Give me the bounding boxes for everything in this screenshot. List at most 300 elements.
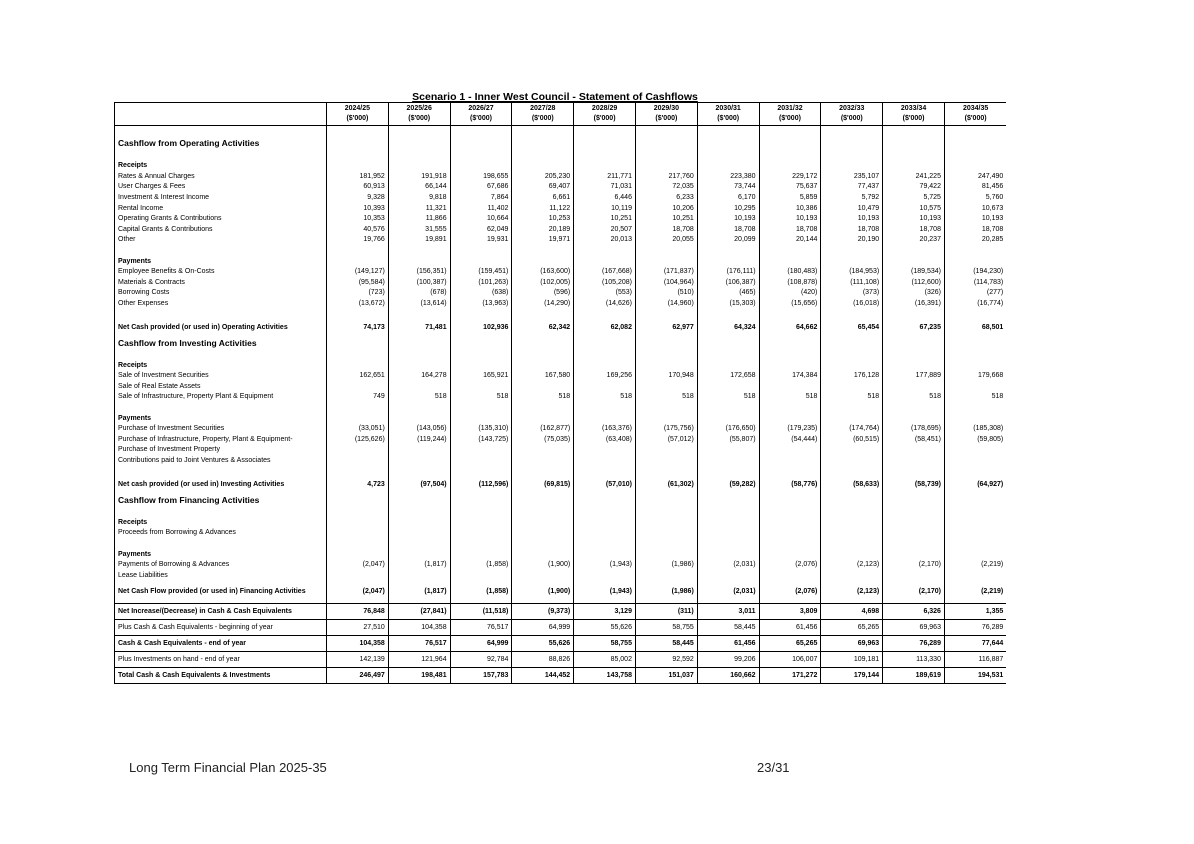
value-cell: (1,817): [388, 581, 450, 604]
value-cell: [574, 310, 636, 321]
row-label: [115, 539, 327, 550]
value-cell: 40,576: [327, 225, 389, 236]
value-cell: (14,626): [574, 299, 636, 310]
value-cell: [944, 246, 1006, 257]
value-cell: 19,766: [327, 235, 389, 246]
value-cell: [388, 336, 450, 350]
value-cell: [450, 467, 512, 478]
value-cell: 749: [327, 392, 389, 403]
value-cell: 85,002: [574, 652, 636, 668]
value-cell: 65,265: [759, 636, 821, 652]
value-cell: (106,387): [697, 278, 759, 289]
spacer-row: [115, 539, 1007, 550]
value-cell: (185,308): [973, 425, 1004, 433]
value-cell: 58,755: [635, 620, 697, 636]
value-cell: [759, 456, 821, 467]
value-cell: 5,792: [821, 193, 883, 204]
value-cell: 74,173: [327, 320, 389, 336]
value-cell: 69,407: [512, 182, 574, 193]
value-cell: 5,859: [759, 193, 821, 204]
value-cell: 1,355: [944, 604, 1006, 620]
value-cell: [821, 467, 883, 478]
value-cell: [944, 414, 1006, 425]
table-row: [115, 636, 1007, 652]
value-cell: [388, 310, 450, 321]
value-cell: 10,664: [450, 214, 512, 225]
table-row: [115, 320, 1007, 336]
value-cell: (13,672): [327, 299, 389, 310]
value-cell: 167,580: [512, 371, 574, 382]
value-cell: 61,456: [697, 636, 759, 652]
value-cell: [883, 137, 945, 151]
year-header: [512, 103, 574, 126]
value-cell: [883, 445, 945, 456]
value-cell: 88,826: [512, 652, 574, 668]
value-cell: (111,108): [821, 278, 883, 289]
value-cell: [883, 539, 945, 550]
value-cell: [574, 507, 636, 518]
value-cell: 10,253: [512, 214, 574, 225]
value-cell: [883, 161, 945, 172]
value-cell: [697, 414, 759, 425]
value-cell: 92,784: [450, 652, 512, 668]
unit-label: ($'000): [840, 115, 863, 122]
value-cell: [635, 246, 697, 257]
value-cell: [635, 403, 697, 414]
value-cell: 518: [883, 392, 945, 403]
value-cell: (102,005): [512, 278, 574, 289]
value-cell: [759, 550, 821, 561]
value-cell: [883, 246, 945, 257]
value-cell: 20,507: [574, 225, 636, 236]
value-cell: 65,265: [821, 620, 883, 636]
value-cell: [512, 382, 574, 393]
value-cell: 76,848: [327, 604, 389, 620]
value-cell: [883, 571, 945, 582]
value-cell: [821, 528, 883, 539]
value-cell: 518: [574, 392, 636, 403]
value-cell: [574, 528, 636, 539]
value-cell: 518: [697, 392, 759, 403]
value-cell: (311): [635, 604, 697, 620]
value-cell: [574, 445, 636, 456]
value-cell: 169,256: [574, 371, 636, 382]
value-cell: [697, 571, 759, 582]
row-label: [115, 126, 327, 137]
row-label: Cash & Cash Equivalents - end of year: [115, 636, 327, 652]
value-cell: [697, 403, 759, 414]
value-cell: [635, 361, 697, 372]
value-cell: [512, 507, 574, 518]
value-cell: 5,760: [985, 193, 1004, 201]
value-cell: [512, 571, 574, 582]
value-cell: (178,695): [883, 424, 945, 435]
value-cell: (174,764): [821, 424, 883, 435]
value-cell: [327, 403, 389, 414]
value-cell: 19,931: [450, 235, 512, 246]
value-cell: 27,510: [327, 620, 389, 636]
value-cell: (104,964): [635, 278, 697, 289]
value-cell: [883, 467, 945, 478]
value-cell: 10,193: [981, 215, 1004, 223]
value-cell: [574, 246, 636, 257]
subheading-row: [115, 518, 1007, 529]
value-cell: 6,661: [512, 193, 574, 204]
row-label: Rental Income: [115, 204, 327, 215]
value-cell: [697, 137, 759, 151]
row-label: Sale of Real Estate Assets: [115, 382, 327, 393]
subheading-row: [115, 257, 1007, 268]
statement-body: [115, 126, 1007, 684]
row-label: Net Cash Flow provided (or used in) Financing Activities: [115, 581, 327, 604]
value-cell: [944, 161, 1006, 172]
value-cell: [327, 518, 389, 529]
footer-document-name: Long Term Financial Plan 2025-35: [129, 760, 327, 775]
value-cell: [883, 528, 945, 539]
value-cell: [635, 126, 697, 137]
value-cell: [944, 310, 1006, 321]
value-cell: [944, 571, 1006, 582]
table-row: [115, 214, 1007, 225]
value-cell: [512, 336, 574, 350]
value-cell: (176,650): [697, 424, 759, 435]
value-cell: (57,012): [635, 435, 697, 446]
value-cell: (59,805): [977, 435, 1004, 443]
value-cell: 76,289: [883, 636, 945, 652]
unit-label: ($'000): [902, 115, 925, 122]
value-cell: [883, 382, 945, 393]
value-cell: [944, 445, 1006, 456]
year-label: 2031/32: [777, 105, 803, 112]
row-label: Cashflow from Operating Activities: [115, 137, 327, 151]
value-cell: (553): [574, 288, 636, 299]
table-row: [115, 392, 1007, 403]
value-cell: [635, 336, 697, 350]
row-label: Sale of Infrastructure, Property Plant & Equipment: [115, 392, 327, 403]
value-cell: [944, 350, 1006, 361]
row-label: Payments: [115, 550, 327, 561]
value-cell: 55,626: [512, 636, 574, 652]
value-cell: [759, 257, 821, 268]
value-cell: [944, 336, 1006, 350]
value-cell: (184,953): [821, 267, 883, 278]
value-cell: [512, 246, 574, 257]
unit-label: ($'000): [717, 115, 740, 122]
row-label: Receipts: [115, 161, 327, 172]
value-cell: [697, 310, 759, 321]
value-cell: [697, 539, 759, 550]
value-cell: 6,326: [883, 604, 945, 620]
value-cell: 10,119: [574, 204, 636, 215]
value-cell: [450, 350, 512, 361]
value-cell: [821, 414, 883, 425]
value-cell: (420): [759, 288, 821, 299]
value-cell: 81,456: [981, 183, 1004, 191]
row-label: Materials & Contracts: [115, 278, 327, 289]
value-cell: [697, 550, 759, 561]
value-cell: [388, 539, 450, 550]
value-cell: 3,011: [697, 604, 759, 620]
value-cell: 518: [512, 392, 574, 403]
value-cell: [388, 361, 450, 372]
value-cell: [388, 571, 450, 582]
value-cell: 9,818: [388, 193, 450, 204]
spacer-row: [115, 246, 1007, 257]
value-cell: [697, 456, 759, 467]
value-cell: (149,127): [327, 267, 389, 278]
value-cell: [759, 507, 821, 518]
value-cell: 71,031: [574, 182, 636, 193]
value-cell: [944, 539, 1006, 550]
value-cell: (596): [512, 288, 574, 299]
value-cell: [821, 257, 883, 268]
value-cell: 20,144: [759, 235, 821, 246]
value-cell: (1,817): [388, 560, 450, 571]
unit-label: ($'000): [593, 115, 616, 122]
value-cell: [574, 161, 636, 172]
value-cell: [759, 137, 821, 151]
value-cell: [450, 550, 512, 561]
value-cell: [883, 507, 945, 518]
value-cell: 19,891: [388, 235, 450, 246]
table-row: [115, 528, 1007, 539]
value-cell: [821, 403, 883, 414]
value-cell: 179,668: [977, 372, 1004, 380]
value-cell: [759, 151, 821, 162]
value-cell: 11,321: [388, 204, 450, 215]
value-cell: [450, 126, 512, 137]
row-label: Capital Grants & Contributions: [115, 225, 327, 236]
row-label: Purchase of Investment Property: [115, 445, 327, 456]
value-cell: 177,889: [883, 371, 945, 382]
value-cell: [574, 414, 636, 425]
table-row: [115, 225, 1007, 236]
value-cell: [512, 456, 574, 467]
value-cell: [574, 257, 636, 268]
value-cell: [635, 518, 697, 529]
value-cell: (175,756): [635, 424, 697, 435]
value-cell: [697, 445, 759, 456]
year-header: [944, 103, 1006, 126]
value-cell: (112,600): [883, 278, 945, 289]
value-cell: (1,858): [450, 581, 512, 604]
value-cell: [388, 126, 450, 137]
value-cell: [635, 467, 697, 478]
value-cell: [450, 518, 512, 529]
value-cell: (2,170): [883, 581, 945, 604]
value-cell: [635, 445, 697, 456]
value-cell: [759, 467, 821, 478]
value-cell: [635, 528, 697, 539]
value-cell: 65,454: [821, 320, 883, 336]
value-cell: [635, 151, 697, 162]
value-cell: 198,655: [450, 172, 512, 183]
value-cell: [574, 361, 636, 372]
unit-label: ($'000): [408, 115, 431, 122]
value-cell: (156,351): [388, 267, 450, 278]
value-cell: (27,841): [388, 604, 450, 620]
value-cell: 20,013: [574, 235, 636, 246]
value-cell: (1,986): [635, 560, 697, 571]
value-cell: 10,393: [327, 204, 389, 215]
value-cell: [512, 518, 574, 529]
value-cell: [512, 539, 574, 550]
value-cell: 174,384: [759, 371, 821, 382]
value-cell: [635, 456, 697, 467]
value-cell: (61,302): [635, 477, 697, 493]
row-label: [115, 246, 327, 257]
value-cell: [388, 350, 450, 361]
row-label: Sale of Investment Securities: [115, 371, 327, 382]
value-cell: [759, 518, 821, 529]
value-cell: 76,517: [450, 620, 512, 636]
value-cell: (69,815): [512, 477, 574, 493]
value-cell: [944, 361, 1006, 372]
subheading-row: [115, 161, 1007, 172]
value-cell: [883, 403, 945, 414]
value-cell: [821, 382, 883, 393]
year-label: 2025/26: [406, 105, 432, 112]
table-row: [115, 278, 1007, 289]
value-cell: [450, 456, 512, 467]
row-label: Plus Cash & Cash Equivalents - beginning of year: [115, 620, 327, 636]
year-label: 2028/29: [591, 105, 618, 112]
spacer-row: [115, 350, 1007, 361]
value-cell: [574, 382, 636, 393]
value-cell: [388, 493, 450, 507]
value-cell: [450, 445, 512, 456]
value-cell: 7,864: [450, 193, 512, 204]
value-cell: [821, 493, 883, 507]
value-cell: [821, 456, 883, 467]
value-cell: 60,913: [327, 182, 389, 193]
value-cell: 76,289: [944, 620, 1006, 636]
value-cell: 58,755: [574, 636, 636, 652]
table-row: [115, 193, 1007, 204]
value-cell: 10,193: [821, 214, 883, 225]
value-cell: 235,107: [821, 172, 883, 183]
value-cell: [759, 336, 821, 350]
value-cell: 10,251: [635, 214, 697, 225]
value-cell: (678): [388, 288, 450, 299]
value-cell: 113,330: [883, 652, 945, 668]
value-cell: [327, 361, 389, 372]
value-cell: [512, 350, 574, 361]
value-cell: 518: [821, 392, 883, 403]
row-label: Other: [115, 235, 327, 246]
value-cell: 62,082: [574, 320, 636, 336]
value-cell: 10,353: [327, 214, 389, 225]
table-row: [115, 604, 1007, 620]
section-heading-row: [115, 336, 1007, 350]
table-row: [115, 560, 1007, 571]
value-cell: 79,422: [883, 182, 945, 193]
value-cell: [327, 467, 389, 478]
value-cell: 64,662: [759, 320, 821, 336]
row-label: Proceeds from Borrowing & Advances: [115, 528, 327, 539]
value-cell: (58,776): [759, 477, 821, 493]
row-label: User Charges & Fees: [115, 182, 327, 193]
value-cell: 99,206: [697, 652, 759, 668]
value-cell: [388, 528, 450, 539]
value-cell: [327, 126, 389, 137]
value-cell: (114,783): [973, 278, 1004, 286]
value-cell: (171,837): [635, 267, 697, 278]
value-cell: [388, 550, 450, 561]
value-cell: 241,225: [883, 172, 945, 183]
value-cell: [450, 137, 512, 151]
value-cell: 247,490: [977, 172, 1004, 180]
value-cell: [450, 336, 512, 350]
value-cell: (97,504): [388, 477, 450, 493]
value-cell: (277): [986, 289, 1004, 297]
value-cell: (143,725): [450, 435, 512, 446]
row-label: [115, 507, 327, 518]
value-cell: 18,708: [697, 225, 759, 236]
value-cell: [821, 151, 883, 162]
value-cell: 62,049: [450, 225, 512, 236]
value-cell: [450, 257, 512, 268]
section-heading-row: [115, 493, 1007, 507]
value-cell: 20,285: [981, 236, 1004, 244]
value-cell: [512, 403, 574, 414]
year-header: [635, 103, 697, 126]
value-cell: [327, 350, 389, 361]
value-cell: [821, 518, 883, 529]
value-cell: [450, 403, 512, 414]
row-label: Contributions paid to Joint Ventures & Associates: [115, 456, 327, 467]
value-cell: (2,076): [759, 560, 821, 571]
value-cell: 181,952: [327, 172, 389, 183]
value-cell: 104,358: [388, 620, 450, 636]
value-cell: 229,172: [759, 172, 821, 183]
value-cell: 55,626: [574, 620, 636, 636]
row-label: Net Increase/(Decrease) in Cash & Cash Equivalents: [115, 604, 327, 620]
value-cell: 72,035: [635, 182, 697, 193]
value-cell: 6,170: [697, 193, 759, 204]
value-cell: [388, 137, 450, 151]
value-cell: 10,386: [759, 204, 821, 215]
table-row: [115, 445, 1007, 456]
value-cell: 76,517: [388, 636, 450, 652]
value-cell: 9,328: [327, 193, 389, 204]
value-cell: 142,139: [327, 652, 389, 668]
value-cell: [821, 361, 883, 372]
value-cell: 246,497: [327, 668, 389, 684]
value-cell: [635, 382, 697, 393]
value-cell: [635, 550, 697, 561]
value-cell: (60,515): [821, 435, 883, 446]
spacer-row: [115, 126, 1007, 137]
value-cell: [883, 350, 945, 361]
value-cell: [512, 414, 574, 425]
value-cell: 6,446: [574, 193, 636, 204]
value-cell: (119,244): [388, 435, 450, 446]
value-cell: (58,739): [883, 477, 945, 493]
value-cell: (2,047): [327, 560, 389, 571]
value-cell: (105,208): [574, 278, 636, 289]
value-cell: [944, 257, 1006, 268]
table-row: [115, 571, 1007, 582]
value-cell: 18,708: [759, 225, 821, 236]
value-cell: (2,170): [883, 560, 945, 571]
value-cell: [512, 528, 574, 539]
value-cell: (9,373): [512, 604, 574, 620]
value-cell: 18,708: [981, 225, 1004, 233]
value-cell: [944, 467, 1006, 478]
row-label: Plus Investments on hand - end of year: [115, 652, 327, 668]
value-cell: [944, 507, 1006, 518]
